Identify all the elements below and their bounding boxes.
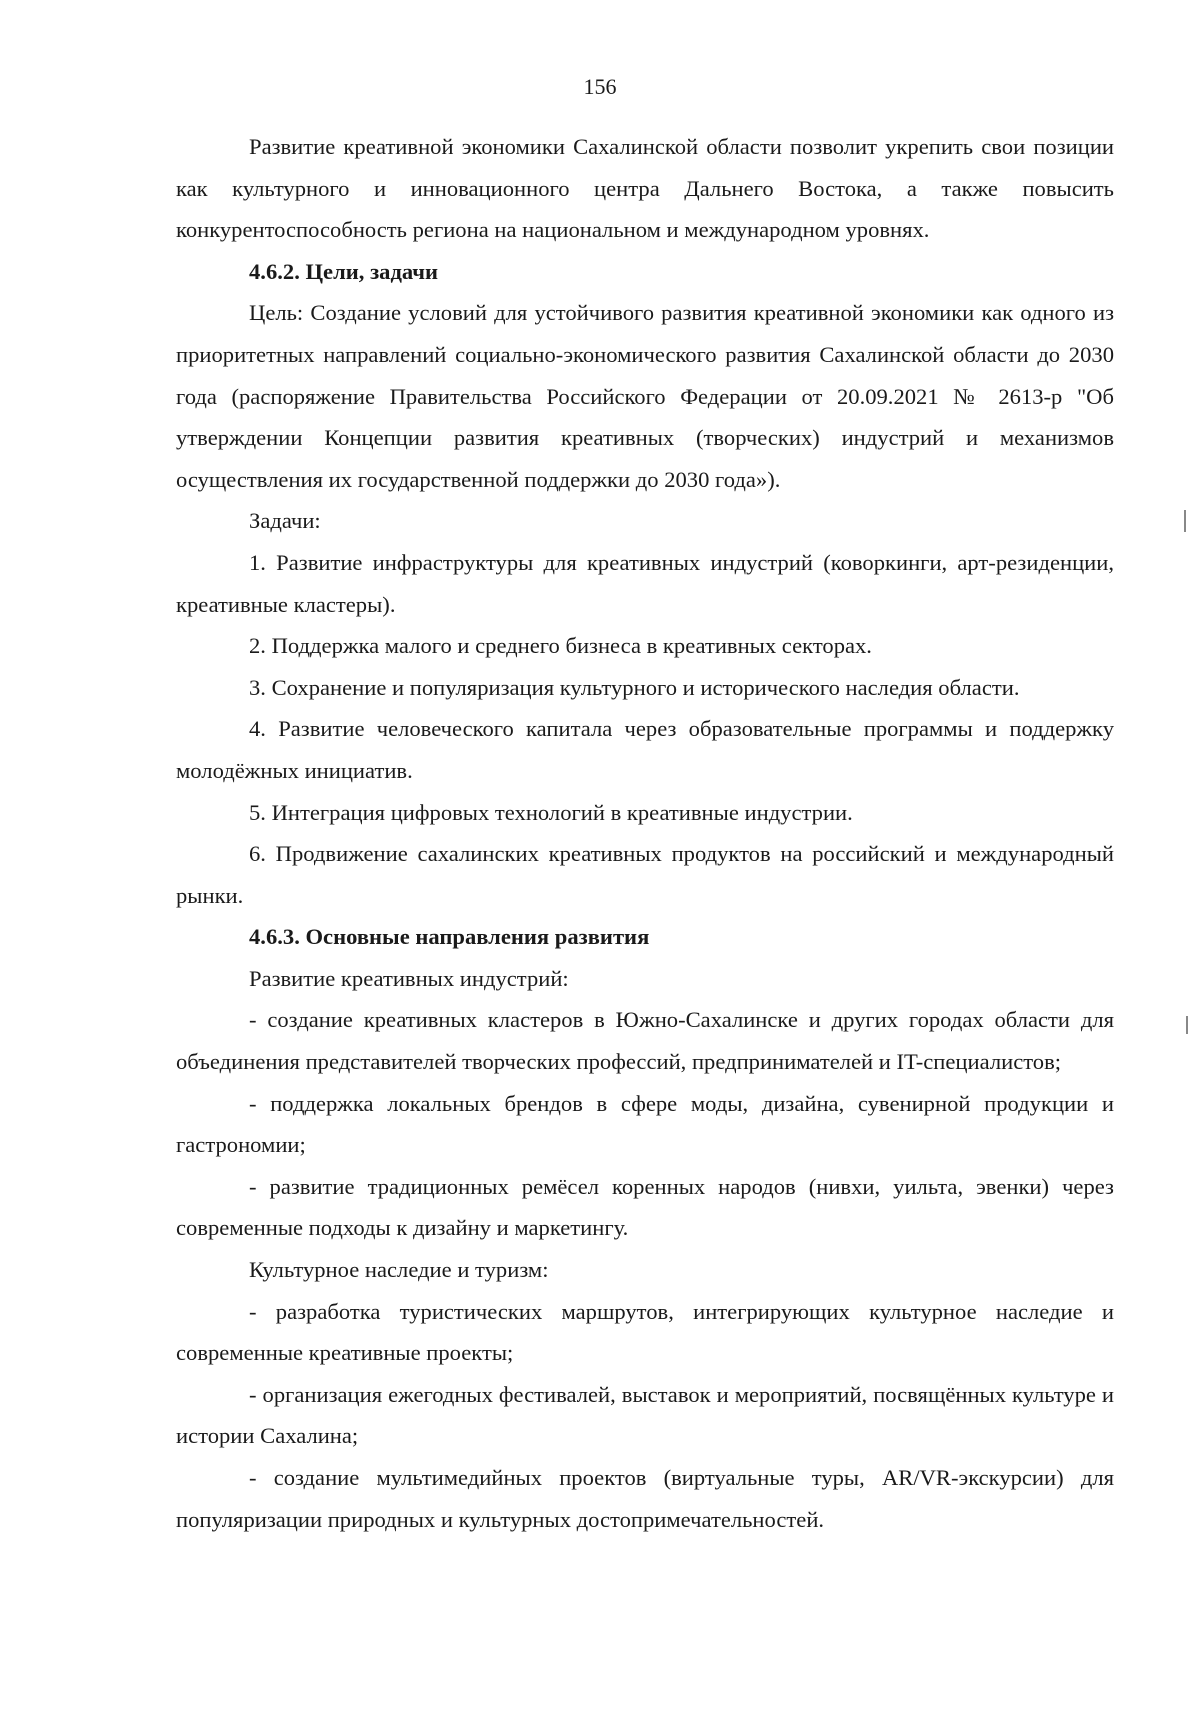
task-item-6: 6. Продвижение сахалинских креативных продуктов на российский и международный рынки. (176, 841, 1114, 908)
task-item-1: 1. Развитие инфраструктуры для креативных индустрий (коворкинги, арт-резиденции, креативные кластеры). (176, 549, 1114, 617)
page-number: 156 (583, 74, 617, 99)
task-item-2: 2. Поддержка малого и среднего бизнеса в креативных секторах. (249, 633, 872, 659)
paragraph-intro: Развитие креативной экономики Сахалинской области позволит укрепить свои позиции как культурного и инновационного центра Дальнего Востока, а также повысить конкурентоспособность региона на национальном и международном уровнях. (176, 134, 1114, 243)
bullet-crafts: - развитие традиционных ремёсел коренных народов (нивхи, уильта, эвенки) через современные подходы к дизайну и маркетингу. (176, 1173, 1114, 1241)
paragraph-creative-industries-label: Развитие креативных индустрий: (249, 965, 569, 991)
section-heading-goals: 4.6.2. Цели, задачи (249, 258, 439, 284)
bullet-routes: - разработка туристических маршрутов, интегрирующих культурное наследие и современные креативные проекты; (176, 1298, 1114, 1366)
paragraph-goal: Цель: Создание условий для устойчивого развития креативной экономики как одного из приоритетных направлений социально-экономического развития Сахалинской области до 2030 года (распоряжение Правительства Российского Федерации от 20.09.2021 № 2613-р "Об утверждении Концепции развития креативных (творческих) индустрий и механизмов осуществления их государственной поддержки до 2030 года»). (176, 300, 1114, 492)
bullet-multimedia: - создание мультимедийных проектов (виртуальные туры, AR/VR-экскурсии) для популяризации природных и культурных достопримечательностей. (176, 1465, 1114, 1532)
task-item-5: 5. Интеграция цифровых технологий в креативные индустрии. (249, 799, 853, 825)
scan-artifact-line (1186, 1016, 1188, 1034)
task-item-4: 4. Развитие человеческого капитала через образовательные программы и поддержку молодёжных инициатив. (176, 716, 1114, 783)
bullet-local-brands: - поддержка локальных брендов в сфере моды, дизайна, сувенирной продукции и гастрономии; (176, 1090, 1114, 1158)
bullet-clusters: - создание креативных кластеров в Южно-Сахалинске и других городах области для объединения представителей творческих профессий, предпринимателей и IT-специалистов; (176, 1007, 1114, 1075)
paragraph-tasks-label: Задачи: (249, 508, 321, 534)
document-body (176, 126, 1114, 1540)
task-item-3: 3. Сохранение и популяризация культурного и исторического наследия области. (249, 674, 1020, 700)
paragraph-heritage-label: Культурное наследие и туризм: (249, 1257, 549, 1283)
section-heading-directions: 4.6.3. Основные направления развития (249, 924, 650, 950)
bullet-festivals: - организация ежегодных фестивалей, выставок и мероприятий, посвящённых культуре и истории Сахалина; (176, 1381, 1114, 1449)
scan-artifact-line (1184, 510, 1186, 532)
